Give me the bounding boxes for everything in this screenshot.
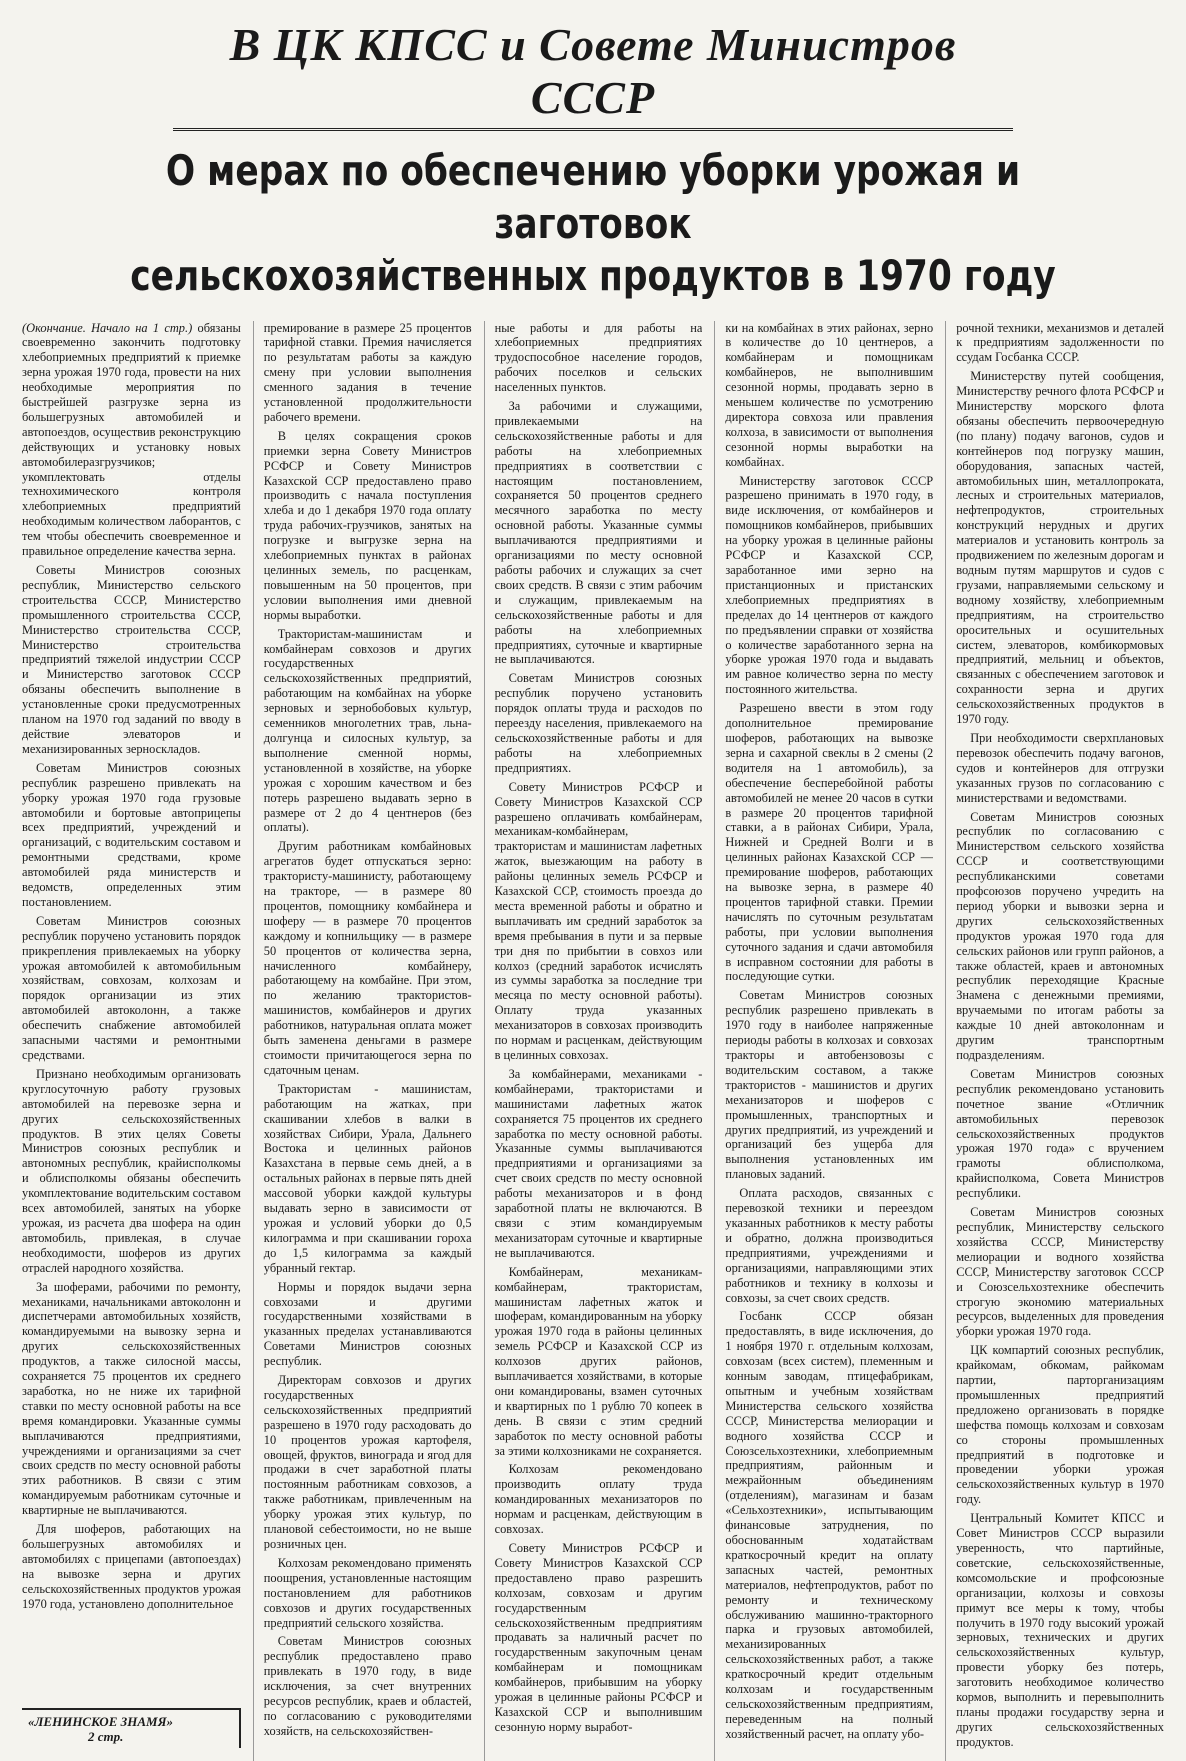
paragraph: За рабочими и служащими, привлекаемыми на сельскохозяйственные работы и для работы на хлебоприемных предприятиях в соответствии с настоящим постановлением, сохраняется 50 процентов среднего месячного заработка по месту основной работы. Указанные суммы выплачиваются предприятиями и организациями по месту основной работы рабочих и служащих за счет своих средств. В связи с этим рабочим и служащим, привлекаемым на сельскохозяйственные работы и для работы на хлебоприемных предприятиях, суточные и квартирные не выплачиваются.: [494, 399, 703, 667]
column-5: [945, 321, 1164, 1761]
paragraph: Разрешено ввести в этом году дополнительное премирование шоферов, работающих на вывозке зерна и сахарной свеклы в 2 смены (2 водителя на 1 автомобиль), за обеспечение бесперебойной работы автомобилей не менее 20 часов в сутки в размере 20 процентов тарифной ставки, а в районах Сибири, Урала, Нижней и Средней Волги и в целинных районах Казахской ССР — премирование шоферов, работающих на вывозке зерна, в размере 40 процентов тарифной ставки. Премии начислять по суточным результатам работы, при условии выполнения суточного задания и сдачи автомобиля в исправном состоянии для работы в последующие сутки.: [725, 701, 934, 984]
paragraph: За комбайнерами, механиками - комбайнерами, трактористами и машинистами лафетных жаток сохраняется 75 процентов их среднего заработка по месту основной работы. Указанные суммы выплачиваются предприятиями и организациями за счет своих средств по месту основной работы механизаторов и в фонд заработной платы не включаются. В связи с этим командируемым механизаторам суточные и квартирные не выплачиваются.: [494, 1066, 703, 1260]
paragraph: Министерству путей сообщения, Министерству речного флота РСФСР и Министерству морского флота обязаны обеспечить первоочередную (по плану) подачу вагонов, судов и контейнеров под погрузку машин, оборудования, запасных частей, автомобильных шин, металлопроката, лесных и строительных материалов, нефтепродуктов, строительных конструкций нерудных и других материалов и установить контроль за продвижением по железным дорогам и водным путям маршрутов и судов с грузами, направляемыми сельскому и водному хозяйству, хлебоприемным предприятиям, на строительство оросительных и осушительных систем, элеваторов, комбикормовых предприятий, мельниц и объектов, связанных с обеспечением заготовок и сохранности зерна и других сельскохозяйственных продуктов в 1970 году.: [956, 369, 1164, 727]
continuation-note: (Окончание. Начало на 1 стр.): [22, 320, 193, 335]
paragraph: Министерству заготовок СССР разрешено принимать в 1970 году, в виде исключения, от комбайнеров и помощников комбайнеров, прибывших на уборку урожая в целинные районы РСФСР и Казахской ССР, заработанное ими зерно на пристанционных и пристанских хлебоприемных предприятиях в пределах до 14 центнеров от каждого по предъявлении справки от хозяйства о количестве заработанного зерна на уборке урожая 1970 года и выдавать им равное количество зерна по месту постоянного жительства.: [725, 473, 934, 697]
paragraph: Совету Министров РСФСР и Совету Министров Казахской ССР предоставлено право разрешить колхозам, совхозам и другим государственным сельскохозяйственным предприятиям продавать за наличный расчет по государственным закупочным ценам комбайнерам и помощникам комбайнеров, прибывшим на уборку урожая в целинные районы РСФСР и Казахской ССР и выполнившим сезонную норму выработ-: [494, 1541, 703, 1734]
paragraph: Колхозам рекомендовано применять поощрения, установленные настоящим постановлением для работников совхозов и других государственных предприятий сельского хозяйства.: [263, 1555, 472, 1630]
column-1: [22, 321, 241, 1761]
headline-line-2: сельскохозяйственных продуктов в 1970 году: [130, 251, 1056, 300]
paragraph: ЦК компартий союзных республик, крайкомам, обкомам, райкомам партии, парторганизациям промышленных предприятий предложено организовать в порядке шефства помощь колхозам и совхозам со стороны промышленных предприятий в подготовке и проведении уборки урожая сельскохозяйственных культур в 1970 году.: [956, 1343, 1164, 1507]
paragraph: Советы Министров союзных республик, Министерство сельского строительства СССР, Министерство промышленного строительства СССР, Министерство строительства СССР, Министерство строительства предприятий тяжелой индустрии СССР и Министерство заготовок СССР обязаны обеспечить выполнение в установленные сроки предусмотренных планом на 1970 год заданий по вводу в действие элеваторов и механизированных зерноскладов.: [22, 563, 241, 756]
column-2: [253, 321, 472, 1761]
paragraph: Трактористам-машинистам и комбайнерам совхозов и других государственных сельскохозяйственных предприятий, работающим на комбайнах на уборке зерновых и зернобобовых культур, семенников многолетних трав, льна-долгунца и силосных культур, за выполнение сменной нормы, установленной в хозяйстве, на уборке урожая с хорошим качеством и без потерь разрешено выдавать зерно в размере от 2 до 4 центнеров (без оплаты).: [263, 626, 472, 835]
paragraph: Госбанк СССР обязан предоставлять, в виде исключения, до 1 ноября 1970 г. отдельным колхозам, совхозам (всех систем), племенным и конным заводам, птицефабрикам, опытным и учебным хозяйствам Министерства сельского хозяйства СССР, Министерства мелиорации и водного хозяйства СССР и Союзсельхозтехники, хлебоприемным предприятиям, районным и межрайонным объединениям (отделениям), магазинам и базам «Сельхозтехники», испытывающим финансовые затруднения, по обоснованным ходатайствам краткосрочный кредит на оплату запасных частей, ремонтных материалов, нефтепродуктов, работ по ремонту и техническому обслуживанию машинно-тракторного парка и грузовых автомобилей, механизированных сельскохозяйственных работ, а также краткосрочный кредит отдельным колхозам и государственным сельскохозяйственным предприятиям, переведенным на полный хозяйственный расчет, на оплату убо-: [725, 1309, 934, 1741]
article-headline: [125, 145, 1061, 303]
paragraph: Советам Министров союзных республик разрешено привлекать на уборку урожая 1970 года грузовые автомобили и бортовые автоприцепы всех предприятий, учреждений и организаций, с водительским составом и ремонтными средствами, кроме автомобилей ряда министерств и ведомств, определенных этим постановлением.: [22, 760, 241, 909]
paragraph: Признано необходимым организовать круглосуточную работу грузовых автомобилей на перевозке зерна и других сельскохозяйственных продуктов. В этих целях Советы Министров союзных республик и автономных республик, крайисполкомы и облисполкомы обязаны обеспечить укомплектование водительским составом всех автомобилей, занятых на уборке урожая, из расчета два шофера на один автомобиль, привлекая, в случае необходимости, шоферов из других отраслей народного хозяйства.: [22, 1066, 241, 1275]
paragraph: рочной техники, механизмов и деталей к предприятиям задолженности по ссудам Госбанка СССР.: [956, 320, 1164, 365]
paragraph: Центральный Комитет КПСС и Совет Министров СССР выразили уверенность, что партийные, советские, сельскохозяйственные, комсомольские и профсоюзные организации, колхозы и совхозы примут все меры к тому, чтобы получить в 1970 году высокий урожай зерновых, технических и других сельскохозяйственных культур, провести уборку без потерь, заготовить необходимое количество кормов, выполнить и перевыполнить планы продажи государству зерна и других сельскохозяйственных продуктов.: [956, 1511, 1164, 1749]
paragraph: Советам Министров союзных республик разрешено привлекать в 1970 году в наиболее напряженные периоды работы в колхозах и совхозах тракторы и автобензовозы с водительским составом, а также трактористов - машинистов и других механизаторов и шоферов с промышленных, транспортных и других предприятий, из учреждений и организаций без ущерба для выполнения установленных им плановых заданий.: [725, 988, 934, 1182]
paragraph: Нормы и порядок выдачи зерна совхозами и другими государственными хозяйствами в указанных пределах устанавливаются Советами Министров союзных республик.: [263, 1279, 472, 1369]
paragraph: Советам Министров союзных республик поручено установить порядок прикрепления привлекаемых на уборку урожая автомобилей к автомобильным хозяйствам, совхозам, колхозам и порядок организации из этих автомобилей автоколонн, а также обеспечить снабжение автомобилей запасными частями и ремонтными средствами.: [22, 913, 241, 1062]
column-3: [484, 321, 703, 1761]
paragraph: Оплата расходов, связанных с перевозкой техники и переездом указанных работников к месту работы и обратно, должна производиться предприятиями, учреждениями и организациями, направляющими этих работников и технику в колхозы и совхозы, за счет своих средств.: [725, 1186, 934, 1305]
paragraph: В целях сокращения сроков приемки зерна Совету Министров РСФСР и Совету Министров Казахской ССР предоставлено право производить с начала поступления хлеба и до 1 декабря 1970 года оплату труда рабочих-грузчиков, занятых на погрузке и выгрузке зерна на хлебоприемных пунктах в районах целинных земель, по расценкам, повышенным на 50 процентов, при условии выполнения ими дневной нормы выработки.: [263, 428, 472, 622]
newspaper-footer: [22, 1708, 241, 1748]
article-columns: [22, 321, 1164, 1761]
paragraph: Советам Министров союзных республик, Министерству сельского хозяйства СССР, Министерству мелиорации и водного хозяйства СССР, Министерству заготовок СССР и Союзсельхозтехнике обеспечить строгую экономию материальных ресурсов, выделенных для проведения уборки урожая 1970 года.: [956, 1205, 1164, 1339]
page-number: 2 стр.: [88, 1729, 124, 1744]
paragraph: [22, 321, 241, 560]
paragraph: Для шоферов, работающих на большегрузных автомобилях и автомобилях с прицепами (автопоездах) на вывозке зерна и других сельскохозяйственных продуктов урожая 1970 года, установлено дополнительное: [22, 1522, 241, 1611]
paragraph: Совету Министров РСФСР и Совету Министров Казахской ССР разрешено оплачивать комбайнерам, механикам-комбайнерам, трактористам и машинистам лафетных жаток, выезжающим на работу в районы целинных земель РСФСР и Казахской ССР, стоимость проезда до места временной работы и обратно и выплачивать им средний заработок за время пребывания в пути и за первые три дня по прибытии в совхоз или колхоз (средний заработок исчислять из суммы заработка за последние три месяца по месту основной работы). Оплату труда указанных механизаторов в совхозах производить по нормам и расценкам, действующим в целинных совхозах.: [494, 779, 703, 1062]
paragraph: ные работы и для работы на хлебоприемных предприятиях трудоспособное население городов, рабочих поселков и сельских населенных пунктов.: [494, 320, 703, 395]
paragraph: премирование в размере 25 процентов тарифной ставки. Премия начисляется по результатам работы за каждую смену при условии выполнения сменного задания в течение установленной продолжительности рабочего времени.: [263, 320, 472, 424]
paragraph: Комбайнерам, механикам-комбайнерам, трактористам, машинистам лафетных жаток и шоферам, командированным на уборку урожая 1970 года в районы целинных земель РСФСР и Казахской ССР из колхозов других районов, выплачивается хозяйствами, в которые они командированы, взамен суточных и квартирных по 1 рублю 70 копеек в день. В связи с этим средний заработок по месту основной работы за этими колхозниками не сохраняется.: [494, 1264, 703, 1458]
column-4: [714, 321, 933, 1761]
paragraph: Советам Министров союзных республик предоставлено право привлекать в 1970 году, в виде исключения, за счет внутренних ресурсов республик, краев и областей, по согласованию с руководителями хозяйств, на сельскохозяйствен-: [263, 1634, 472, 1738]
newspaper-name: «ЛЕНИНСКОЕ ЗНАМЯ»: [28, 1714, 174, 1729]
paragraph: За шоферами, рабочими по ремонту, механиками, начальниками автоколонн и диспетчерами автомобильных хозяйств, командируемыми на вывозку зерна и других сельскохозяйственных продуктов, а также силосной массы, сохраняется 75 процентов их среднего заработка, но не ниже их тарифной ставки по месту основной работы на все время командировки. Указанные суммы выплачиваются предприятиями, учреждениями и организациями за счет своих средств по месту основной работы этих работников. В связи с этим командируемым работникам суточные и квартирные не выплачиваются.: [22, 1279, 241, 1518]
paragraph: При необходимости сверхплановых перевозок обеспечить подачу вагонов, судов и контейнеров для отгрузки указанных грузов по согласованию с министерствами и ведомствами.: [956, 730, 1164, 805]
paragraph: Трактористам - машинистам, работающим на жатках, при скашивании хлебов в валки в хозяйствах Сибири, Урала, Дальнего Востока и целинных районов Казахстана в первые семь дней, а в остальных районах в первые пять дней массовой уборки каждой культуры выдавать зерно в зависимости от урожая и условий уборки до 0,5 килограмма и при скашивании горохa до 1,5 килограмма за каждый убранный гектар.: [263, 1081, 472, 1275]
paragraph: ки на комбайнах в этих районах, зерно в количестве до 10 центнеров, а комбайнерам и помощникам комбайнеров, не выполнившим сезонной нормы, продавать зерно в меньшем количестве по усмотрению директора совхоза или правления колхоза, в зависимости от выполнения сезонной нормы выработки на комбайнах.: [725, 320, 934, 469]
paragraph: Советам Министров союзных республик поручено установить порядок оплаты труда и расходов по переезду населения, привлекаемого на сельскохозяйственные работы и для работы на хлебоприемных предприятиях.: [494, 671, 703, 775]
paragraph: Другим работникам комбайновых агрегатов будет отпускаться зерно: трактористу-машинисту, работающему на тракторе, — в размере 80 процентов, помощнику комбайнера и шоферу — в размере 70 процентов каждому и копнильщику — в размере 50 процентов от количества зерна, начисленного комбайнеру, работающему на комбайне. При этом, по желанию трактористов-машинистов, комбайнеров и других работников, натуральная оплата может быть заменена деньгами в размере стоимости причитающегося зерна по сдаточным ценам.: [263, 839, 472, 1077]
paragraph: Советам Министров союзных республик по согласованию с Министерством сельского хозяйства СССР и соответствующими республиканскими советами профсоюзов поручено учредить на период уборки и вывозки зерна и других сельскохозяйственных продуктов урожая 1970 года для сельских районов или групп районов, а также областей, краев и автономных республик переходящие Красные Знамена с денежными премиями, вручаемыми по итогам работы за каждые 10 дней автоколоннам и другим транспортным подразделениям.: [956, 809, 1164, 1062]
paragraph: Колхозам рекомендовано производить оплату труда командированных механизаторов по нормам и расценкам, действующим в совхозах.: [494, 1462, 703, 1537]
section-rubric: В ЦК КПСС и Совете Министров СССР: [173, 18, 1013, 131]
paragraph: Директорам совхозов и других государственных сельскохозяйственных предприятий разрешено в 1970 году расходовать до 10 процентов урожая картофеля, овощей, фруктов, винограда и ягод для продажи в счет заработной платы постоянным работникам совхозов, а также работникам, привлеченным на уборку урожая этих культур, по плановой себестоимости, но не выше розничных цен.: [263, 1373, 472, 1551]
paragraph-text: обязаны своевременно закончить подготовку хлебоприемных предприятий к приемке зерна урожая 1970 года, провести на них необходимые мероприятия по быстрейшей разгрузке зерна из большегрузных автомобилей и автопоездов, осуществив реконструкцию действующих и установку новых автомобилеразгрузчиков; укомплектовать отделы технохимического контроля хлебоприемных предприятий необходимым количеством лаборантов, с тем чтобы обеспечить своевременное и правильное определение качества зерна.: [22, 320, 241, 559]
paragraph: Советам Министров союзных республик рекомендовано установить почетное звание «Отличник автомобильных перевозок сельскохозяйственных продуктов урожая 1970 года» с вручением грамоты облисполкома, крайисполкома, Совета Министров республики.: [956, 1066, 1164, 1201]
headline-line-1: О мерах по обеспечению уборки урожая и заготовок: [165, 146, 1021, 248]
